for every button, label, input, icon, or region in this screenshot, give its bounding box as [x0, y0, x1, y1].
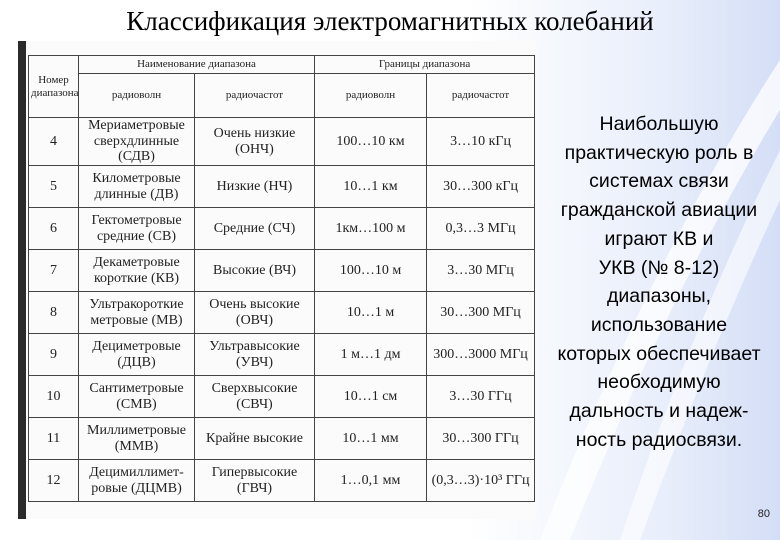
side-description — [538, 110, 780, 454]
frequency-bounds-cell: 30…300 ГГц — [427, 418, 535, 460]
side-text-line: которых обеспечивает — [557, 342, 761, 365]
band-number-cell: 7 — [29, 250, 79, 292]
side-text-line: УКВ (№ 8-12) — [598, 256, 720, 279]
header-radio-frequencies: радиочастот — [195, 74, 315, 118]
frequency-bounds-cell: 3…30 МГц — [427, 250, 535, 292]
header-bound-waves: радиоволн — [315, 74, 427, 118]
frequency-bounds-cell: 3…30 ГГц — [427, 376, 535, 418]
table-row — [29, 208, 535, 250]
wave-bounds-cell: 10…1 км — [315, 166, 427, 208]
band-number-cell: 10 — [29, 376, 79, 418]
frequency-bounds-cell: 3…10 кГц — [427, 118, 535, 166]
wave-bounds-cell: 10…1 м — [315, 292, 427, 334]
table-row — [29, 250, 535, 292]
table-row — [29, 166, 535, 208]
wave-name-cell: Километровые длинные (ДВ) — [79, 166, 195, 208]
frequency-bounds-cell: 30…300 кГц — [427, 166, 535, 208]
wave-bounds-cell: 1км…100 м — [315, 208, 427, 250]
side-text-line: Наибольшую — [599, 113, 719, 135]
slide-title: Классификация электромагнитных колебаний — [126, 6, 654, 36]
wave-bounds-cell: 10…1 мм — [315, 418, 427, 460]
side-text-line: дальность и надеж- — [569, 400, 749, 423]
side-text-line: играют КВ и — [604, 227, 714, 250]
band-number-cell: 5 — [29, 166, 79, 208]
wave-name-cell: Мериаметровые сверхдлинные (СДВ) — [79, 118, 195, 166]
header-band-number: Номер диапазона — [29, 56, 79, 118]
table-row — [29, 460, 535, 502]
frequency-name-cell: Высокие (ВЧ) — [195, 250, 315, 292]
wave-name-cell: Ультракороткие метровые (МВ) — [79, 292, 195, 334]
frequency-name-cell: Средние (СЧ) — [195, 208, 315, 250]
frequency-bounds-cell: 30…300 МГц — [427, 292, 535, 334]
wave-name-cell: Дециметровые (ДЦВ) — [79, 334, 195, 376]
frequency-band-table — [28, 55, 535, 502]
band-number-cell: 6 — [29, 208, 79, 250]
wave-name-cell: Децимиллимет-ровые (ДЦМВ) — [79, 460, 195, 502]
side-text-line: системах связи — [589, 170, 729, 193]
header-band-bounds: Границы диапазона — [315, 56, 535, 74]
wave-name-cell: Сантиметровые (СМВ) — [79, 376, 195, 418]
band-number-cell: 9 — [29, 334, 79, 376]
side-text-line: использование — [590, 313, 728, 336]
header-band-name: Наименование диапазона — [79, 56, 315, 74]
side-text-line: гражданской авиации — [560, 199, 758, 222]
wave-name-cell: Гектометровые средние (СВ) — [79, 208, 195, 250]
frequency-name-cell: Низкие (НЧ) — [195, 166, 315, 208]
wave-bounds-cell: 100…10 км — [315, 118, 427, 166]
wave-name-cell: Миллиметровые (ММВ) — [79, 418, 195, 460]
frequency-bounds-cell: (0,3…3)·10³ ГГц — [427, 460, 535, 502]
frequency-name-cell: Крайне высокие — [195, 418, 315, 460]
frequency-name-cell: Сверхвысокие (СВЧ) — [195, 376, 315, 418]
wave-bounds-cell: 1…0,1 мм — [315, 460, 427, 502]
header-radio-waves: радиоволн — [79, 74, 195, 118]
band-number-cell: 11 — [29, 418, 79, 460]
band-number-cell: 4 — [29, 118, 79, 166]
band-number-cell: 12 — [29, 460, 79, 502]
header-bound-frequencies: радиочастот — [427, 74, 535, 118]
wave-bounds-cell: 1 м…1 дм — [315, 334, 427, 376]
table-row — [29, 418, 535, 460]
frequency-name-cell: Гипервысокие (ГВЧ) — [195, 460, 315, 502]
table-row — [29, 334, 535, 376]
table-row — [29, 118, 535, 166]
wave-name-cell: Декаметровые короткие (КВ) — [79, 250, 195, 292]
table-image — [18, 41, 537, 519]
frequency-name-cell: Очень низкие (ОНЧ) — [195, 118, 315, 166]
band-number-cell: 8 — [29, 292, 79, 334]
side-text-line: необходимую — [597, 371, 721, 394]
wave-bounds-cell: 100…10 м — [315, 250, 427, 292]
frequency-bounds-cell: 300…3000 МГц — [427, 334, 535, 376]
table-row — [29, 376, 535, 418]
side-text-line: ность радиосвязи. — [575, 428, 743, 451]
frequency-bounds-cell: 0,3…3 МГц — [427, 208, 535, 250]
wave-bounds-cell: 10…1 см — [315, 376, 427, 418]
frequency-name-cell: Ультравысокие (УВЧ) — [195, 334, 315, 376]
page-number: 80 — [757, 508, 770, 520]
side-text-line: диапазоны, — [606, 285, 712, 308]
frequency-name-cell: Очень высокие (ОВЧ) — [195, 292, 315, 334]
side-text-line: практическую роль в — [564, 141, 754, 164]
table-row — [29, 292, 535, 334]
